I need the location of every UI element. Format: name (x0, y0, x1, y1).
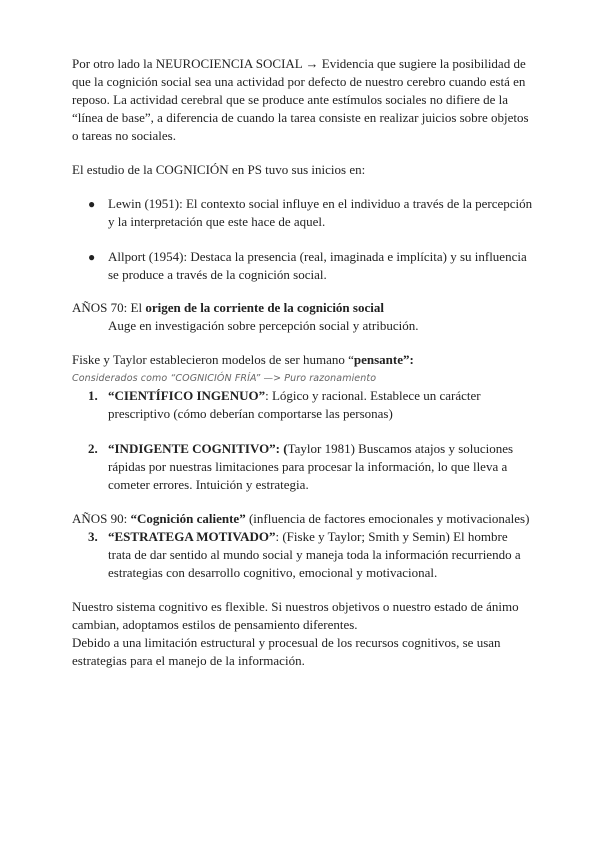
model-title: “INDIGENTE COGNITIVO”: ( (108, 441, 288, 456)
bullet-line: Lewin (1951): El contexto social influye en el individuo a través de la percepción (108, 196, 533, 211)
closing-line: Debido a una limitación estructural y procesual de los recursos cognitivos, se usan (72, 635, 501, 650)
intro-line: o tareas no sociales. (72, 128, 176, 143)
years-70-sub-text: Auge en investigación sobre percepción social y atribución. (108, 318, 419, 333)
years-70-heading (72, 299, 542, 317)
study-line (72, 161, 542, 179)
model-item-3 (88, 528, 542, 582)
intro-line: “línea de base”, a diferencia de cuando la tarea consiste en realizar juicios sobre objetos (72, 110, 529, 125)
closing-line: estrategias para el manejo de la información. (72, 653, 305, 668)
fiske-prefix: Fiske y Taylor establecieron modelos de ser humano “ (72, 352, 354, 367)
model-item-1 (88, 387, 542, 423)
closing-line: cambian, adoptamos estilos de pensamiento diferentes. (72, 617, 358, 632)
years-70-sub (108, 317, 542, 335)
bullet-line: Allport (1954): Destaca la presencia (real, imaginada e implícita) y su influencia (108, 249, 527, 264)
model-line: prescriptivo (cómo deberían comportarse las personas) (108, 406, 393, 421)
bullet-line: se produce a través de la cognición social. (108, 267, 327, 282)
bullet-item-allport (88, 248, 542, 284)
intro-paragraph (72, 55, 542, 145)
model-title: “ESTRATEGA MOTIVADO” (108, 529, 276, 544)
model-line: : (Fiske y Taylor; Smith y Semin) El hombre (275, 529, 508, 544)
fiske-heading (72, 351, 542, 369)
intro-line: Por otro lado la NEUROCIENCIA SOCIAL → Evidencia que sugiere la posibilidad de (72, 56, 526, 71)
years-90-suffix: (influencia de factores emocionales y motivacionales) (245, 511, 530, 526)
bullet-line: y la interpretación que este hace de aquel. (108, 214, 326, 229)
model-number: 2. (88, 441, 98, 456)
bullet-dot-icon: ● (88, 250, 96, 264)
years-90-prefix: AÑOS 90: (72, 511, 131, 526)
model-line: trata de dar sentido al mundo social y maneja toda la información recurriendo a (108, 547, 521, 562)
model-line: : Lógico y racional. Establece un carácter (265, 388, 481, 403)
closing-line: Nuestro sistema cognitivo es flexible. Si nuestros objetivos o nuestro estado de ánimo (72, 599, 519, 614)
closing-paragraph (72, 598, 542, 670)
bullet-dot-icon: ● (88, 197, 96, 211)
intro-line: que la cognición social sea una actividad por defecto de nuestro cerebro cuando está en (72, 74, 526, 89)
study-text: El estudio de la COGNICIÓN en PS tuvo sus inicios en: (72, 162, 366, 177)
model-line: cometer errores. Intuición y estrategia. (108, 477, 309, 492)
model-line: rápidas por nuestras limitaciones para procesar la información, lo que lleva a (108, 459, 508, 474)
years-90-heading (72, 510, 552, 528)
years-70-bold: origen de la corriente de la cognición social (145, 300, 384, 315)
fiske-bold: pensante”: (353, 352, 414, 367)
bullet-item-lewin (88, 195, 542, 231)
years-90-bold: “Cognición caliente” (130, 511, 246, 526)
model-line: Taylor 1981) Buscamos atajos y soluciones (287, 441, 514, 456)
intro-line: reposo. La actividad cerebral que se produce ante estímulos sociales no difiere de la (72, 92, 509, 107)
model-line: estrategias con desarrollo cognitivo, emocional y motivacional. (108, 565, 438, 580)
model-item-2 (88, 440, 542, 494)
model-number: 3. (88, 529, 98, 544)
years-70-prefix: AÑOS 70: El (72, 300, 146, 315)
handwritten-note: Considerados como “COGNICIÓN FRÍA” —> Puro razonamiento (72, 373, 377, 384)
model-number: 1. (88, 388, 98, 403)
model-title: “CIENTÍFICO INGENUO” (108, 388, 266, 403)
